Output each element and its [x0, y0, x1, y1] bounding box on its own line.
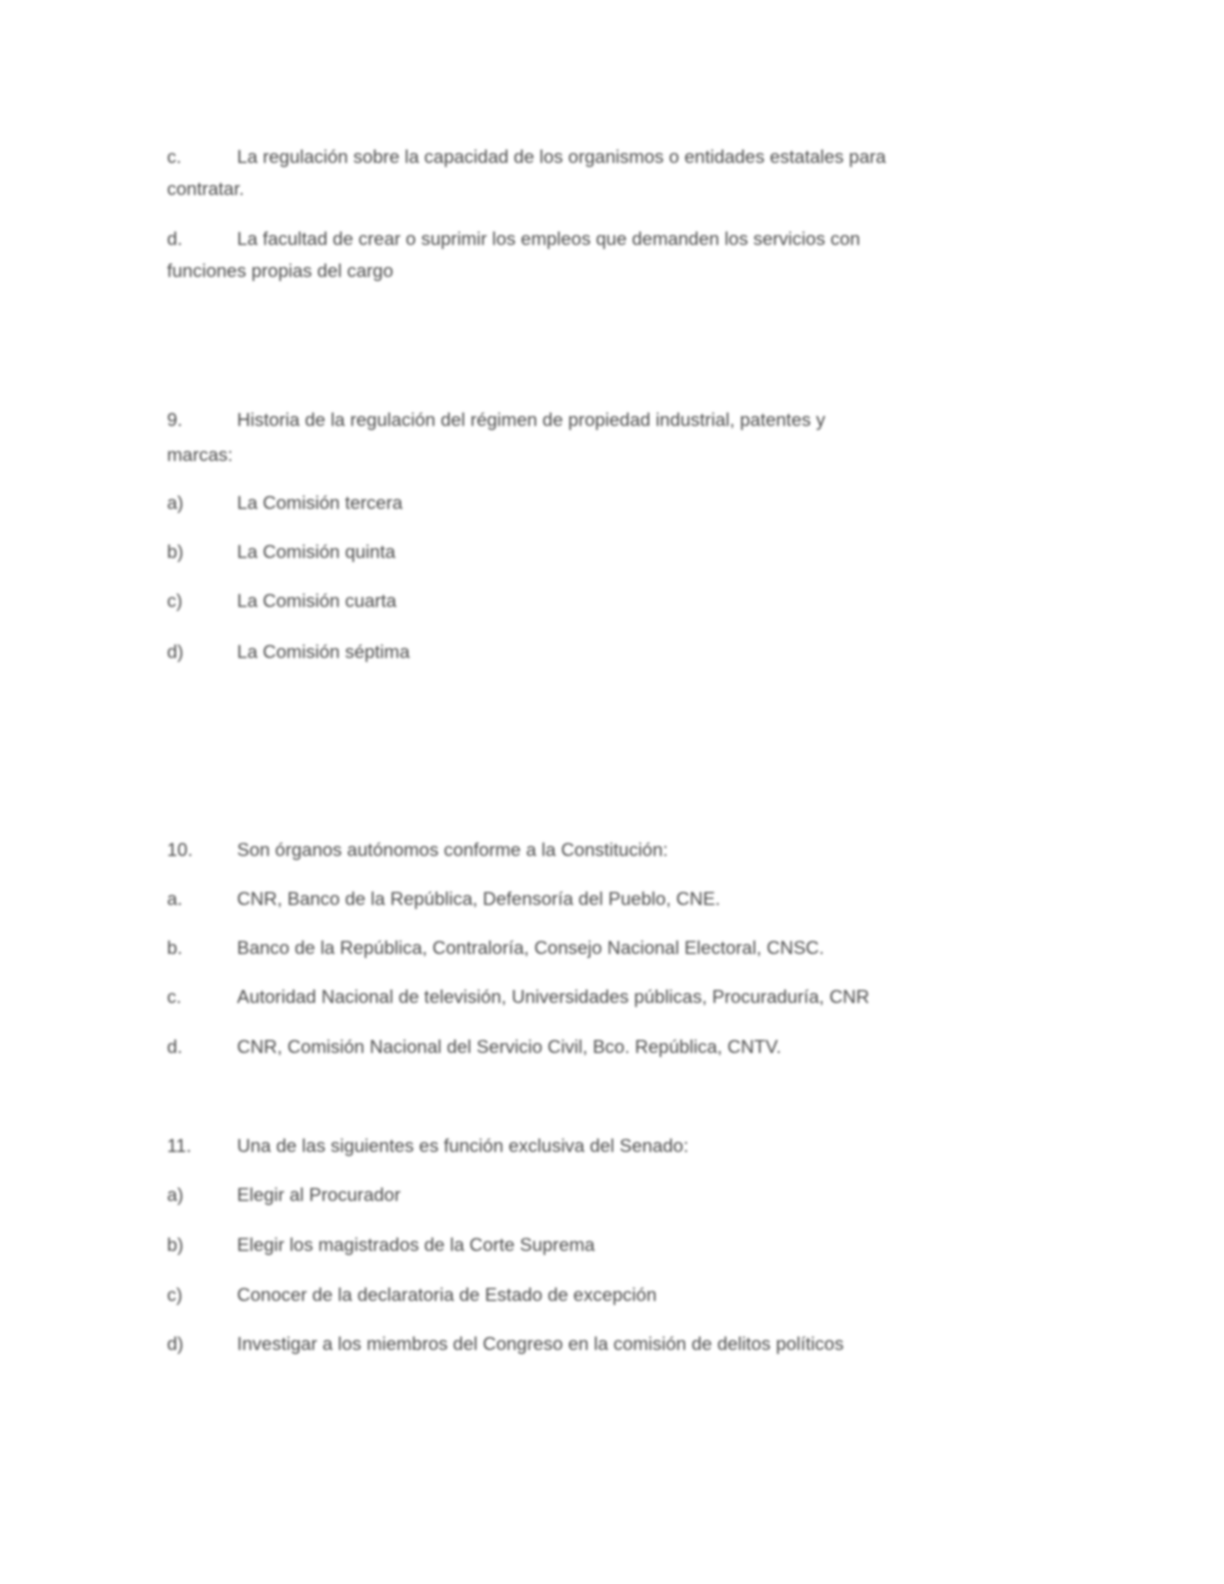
- option-marker: c.: [167, 986, 182, 1007]
- option-marker: b): [167, 1234, 184, 1255]
- option-marker: c): [167, 1284, 183, 1305]
- option-marker: d): [167, 1333, 184, 1354]
- option-d-continuation: funciones propias del cargo: [167, 260, 394, 281]
- option-c-continuation: contratar.: [167, 178, 245, 199]
- option-text: Conocer de la declaratoria de Estado de excepción: [237, 1284, 657, 1305]
- option-marker: c.: [167, 146, 182, 167]
- option-marker: d.: [167, 1036, 183, 1057]
- option-c: [167, 141, 1042, 173]
- option-marker: b): [167, 541, 184, 562]
- question-text: Historia de la regulación del régimen de propiedad industrial, patentes y: [237, 409, 826, 430]
- q10-option-c: [167, 981, 1042, 1013]
- option-marker: a.: [167, 888, 183, 909]
- q9-option-b: [167, 536, 1042, 568]
- option-text: CNR, Comisión Nacional del Servicio Civil, Bco. República, CNTV.: [237, 1036, 782, 1057]
- q10-option-a: [167, 883, 1042, 915]
- option-text: Elegir al Procurador: [237, 1184, 401, 1205]
- option-text: Investigar a los miembros del Congreso en la comisión de delitos políticos: [237, 1333, 844, 1354]
- question-11: [167, 1130, 1042, 1162]
- question-10: [167, 834, 1042, 866]
- option-text: Autoridad Nacional de televisión, Universidades públicas, Procuraduría, CNR: [237, 986, 870, 1007]
- q11-option-d: [167, 1328, 1042, 1360]
- option-text: La Comisión cuarta: [237, 590, 397, 611]
- question-number: 9.: [167, 409, 183, 430]
- option-marker: a): [167, 1184, 184, 1205]
- option-text: La facultad de crear o suprimir los empleos que demanden los servicios con: [237, 228, 861, 249]
- option-d: [167, 223, 1042, 255]
- option-text: Elegir los magistrados de la Corte Suprema: [237, 1234, 595, 1255]
- q9-option-d: [167, 636, 1042, 668]
- option-text: La regulación sobre la capacidad de los organismos o entidades estatales para: [237, 146, 886, 167]
- q9-option-a: [167, 487, 1042, 519]
- q11-option-b: [167, 1229, 1042, 1261]
- option-marker: c): [167, 590, 183, 611]
- q11-option-c: [167, 1279, 1042, 1311]
- question-number: 11.: [167, 1135, 192, 1156]
- question-9: [167, 404, 1042, 436]
- q11-option-a: [167, 1179, 1042, 1211]
- q9-option-c: [167, 585, 1042, 617]
- option-marker: b.: [167, 937, 183, 958]
- q10-option-b: [167, 932, 1042, 964]
- question-text: Son órganos autónomos conforme a la Constitución:: [237, 839, 668, 860]
- option-text: La Comisión tercera: [237, 492, 403, 513]
- q10-option-d: [167, 1031, 1042, 1063]
- question-number: 10.: [167, 839, 193, 860]
- option-marker: d): [167, 641, 184, 662]
- option-text: Banco de la República, Contraloría, Consejo Nacional Electoral, CNSC.: [237, 937, 825, 958]
- option-text: CNR, Banco de la República, Defensoría del Pueblo, CNE.: [237, 888, 721, 909]
- option-text: La Comisión quinta: [237, 541, 396, 562]
- option-marker: a): [167, 492, 184, 513]
- option-marker: d.: [167, 228, 183, 249]
- option-text: La Comisión séptima: [237, 641, 410, 662]
- question-9-continuation: marcas:: [167, 444, 233, 465]
- question-text: Una de las siguientes es función exclusiva del Senado:: [237, 1135, 689, 1156]
